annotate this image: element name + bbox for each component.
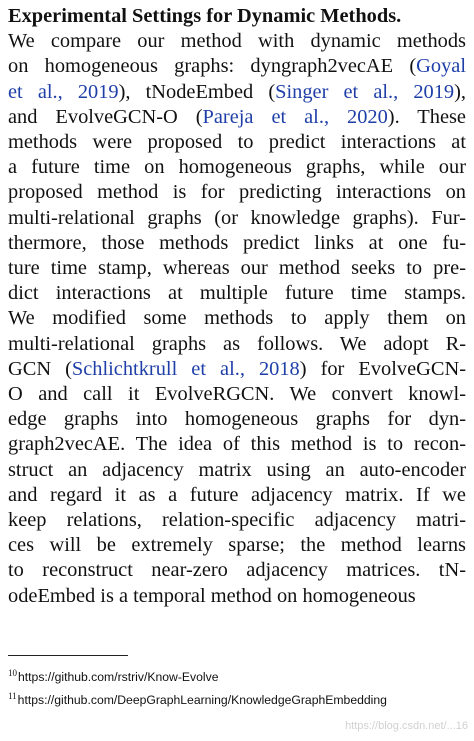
text-run: struct an adjacency matrix using an auto-encoder [8, 458, 466, 481]
citation-link[interactable]: Goyal [416, 55, 466, 78]
heading-line [8, 4, 466, 29]
text-run: O and call it EvolveRGCN. We convert knowl- [8, 383, 466, 406]
text-line [8, 332, 466, 357]
text-run: to reconstruct near-zero adjacency matrices. tN- [8, 559, 466, 582]
text-line [8, 256, 466, 281]
text-run: on homogeneous graphs: dyngraph2vecAE ( [8, 55, 417, 78]
text-line [8, 584, 466, 609]
text-line [8, 558, 466, 583]
text-run: thermore, those methods predict links at one fu- [8, 231, 466, 254]
citation-link[interactable]: Schlichtkrull et al., 2018 [71, 357, 300, 380]
text-line [8, 29, 466, 54]
text-run: multi-relational graphs as follows. We adopt R- [8, 332, 466, 355]
text-run: ) for EvolveGCN- [299, 357, 466, 380]
paragraph-dynamic-methods [8, 4, 466, 609]
text-line [8, 382, 466, 407]
paragraph-heading: Experimental Settings for Dynamic Methods. [8, 5, 402, 27]
text-line [8, 105, 466, 130]
text-line [8, 508, 466, 533]
text-line [8, 180, 466, 205]
footnote-mark: 11 [8, 691, 17, 701]
text-line [8, 206, 466, 231]
text-run: GCN ( [8, 357, 72, 380]
text-line [8, 407, 466, 432]
paper-body [8, 4, 466, 609]
text-run: a future time on homogeneous graphs, while our [8, 156, 466, 179]
text-line [8, 80, 466, 105]
text-line [8, 533, 466, 558]
watermark: https://blog.csdn.net/...16 [345, 720, 468, 732]
citation-link[interactable]: Singer et al., 2019 [275, 80, 455, 103]
text-run: edge graphs into homogeneous graphs for dyn- [8, 408, 466, 431]
text-run: proposed method is for predicting interactions on [8, 181, 466, 204]
text-run: graph2vecAE. The idea of this method is to recon- [8, 433, 466, 456]
text-run: ), [454, 80, 467, 103]
text-line [8, 130, 466, 155]
footnote-link[interactable]: https://github.com/rstriv/Know-Evolve [18, 670, 219, 684]
footnote-10 [8, 664, 468, 687]
text-run: multi-relational graphs (or knowledge graphs). Fur- [8, 206, 466, 229]
text-line [8, 458, 466, 483]
text-run: methods were proposed to predict interactions at [8, 131, 466, 154]
text-line [8, 306, 466, 331]
text-line [8, 155, 466, 180]
citation-link[interactable]: Pareja et al., 2020 [202, 105, 388, 128]
footnote-link[interactable]: https://github.com/DeepGraphLearning/KnowledgeGraphEmbedding [17, 693, 387, 707]
footnote-rule [8, 655, 128, 656]
footnote-mark: 10 [8, 668, 17, 678]
text-run: ). These [387, 105, 466, 128]
footnote-11 [8, 687, 468, 710]
citation-link[interactable]: et al., 2019 [8, 80, 119, 103]
text-run: We compare our method with dynamic methods [8, 30, 466, 53]
text-line [8, 483, 466, 508]
text-run: We modified some methods to apply them on [8, 307, 466, 330]
text-run: ), tNodeEmbed ( [118, 80, 276, 103]
text-line [8, 281, 466, 306]
text-run: and EvolveGCN-O ( [8, 105, 203, 128]
text-run: keep relations, relation-specific adjacency matri- [8, 509, 466, 532]
text-line [8, 231, 466, 256]
text-line [8, 357, 466, 382]
text-run: dict interactions at multiple future time stamps. [8, 282, 466, 305]
text-run: ture time stamp, whereas our method seeks to pre- [8, 257, 466, 280]
text-line [8, 432, 466, 457]
text-run: and regard it as a future adjacency matrix. If we [8, 483, 466, 506]
footnotes [8, 664, 468, 710]
text-run: ces will be extremely sparse; the method learns [8, 534, 466, 557]
text-line [8, 54, 466, 79]
text-run: odeEmbed is a temporal method on homogeneous [8, 584, 416, 607]
